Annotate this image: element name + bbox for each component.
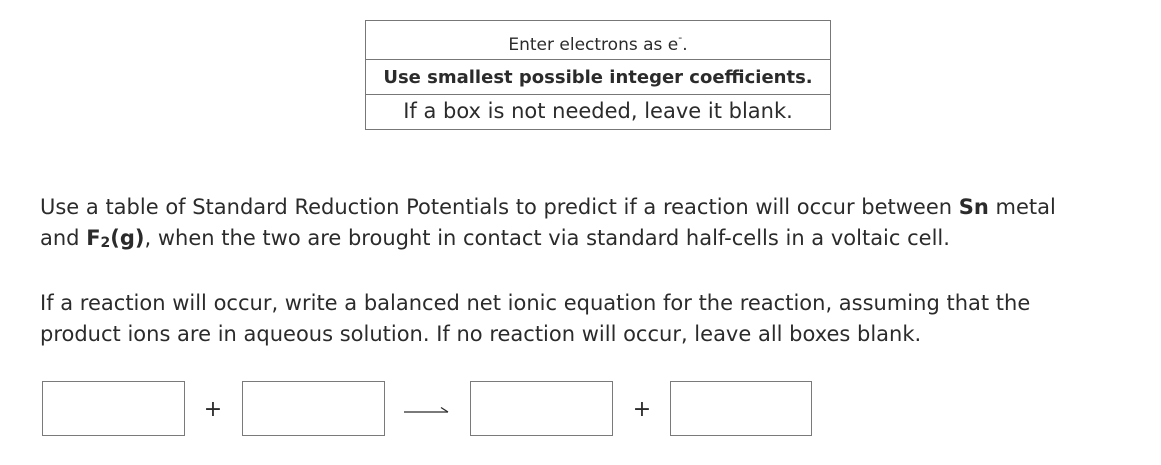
question-text: , when the two are brought in contact via standard half-cells in a voltaic cell.	[144, 226, 950, 250]
question-text: If a reaction will occur, write a balanced net ionic equation for the reaction, assuming that the	[40, 291, 1031, 315]
question-text: product ions are in aqueous solution. If no reaction will occur, leave all boxes blank.	[40, 322, 922, 346]
question-text: and	[40, 226, 87, 250]
gas-formula-subscript: 2	[100, 235, 111, 251]
instruction-electrons-text: Enter electrons as e	[508, 35, 679, 55]
plus-sign: +	[203, 397, 223, 422]
reactant-1-input[interactable]	[42, 381, 185, 436]
electron-charge-superscript: -	[678, 31, 683, 45]
gas-formula	[86, 226, 144, 250]
plus-sign: +	[632, 397, 652, 422]
right-arrow-icon	[402, 406, 450, 418]
reactant-2-input[interactable]	[242, 381, 385, 436]
instruction-blank-boxes: If a box is not needed, leave it blank.	[403, 99, 793, 123]
product-1-input[interactable]	[470, 381, 613, 436]
question-text: Use a table of Standard Reduction Potentials to predict if a reaction will occur between	[40, 195, 959, 219]
gas-formula-state: (g)	[110, 226, 145, 250]
metal-name: Sn	[958, 195, 989, 219]
question-paragraph-1	[40, 192, 1150, 254]
instruction-electrons-period: .	[682, 35, 688, 55]
product-2-input[interactable]	[670, 381, 812, 436]
gas-formula-element: F	[86, 226, 101, 250]
instruction-coefficients: Use smallest possible integer coefficients.	[366, 60, 830, 95]
question-paragraph-2	[40, 288, 1150, 350]
instructions-box	[365, 20, 831, 130]
question-text: metal	[988, 195, 1056, 219]
instruction-electrons	[366, 21, 830, 60]
